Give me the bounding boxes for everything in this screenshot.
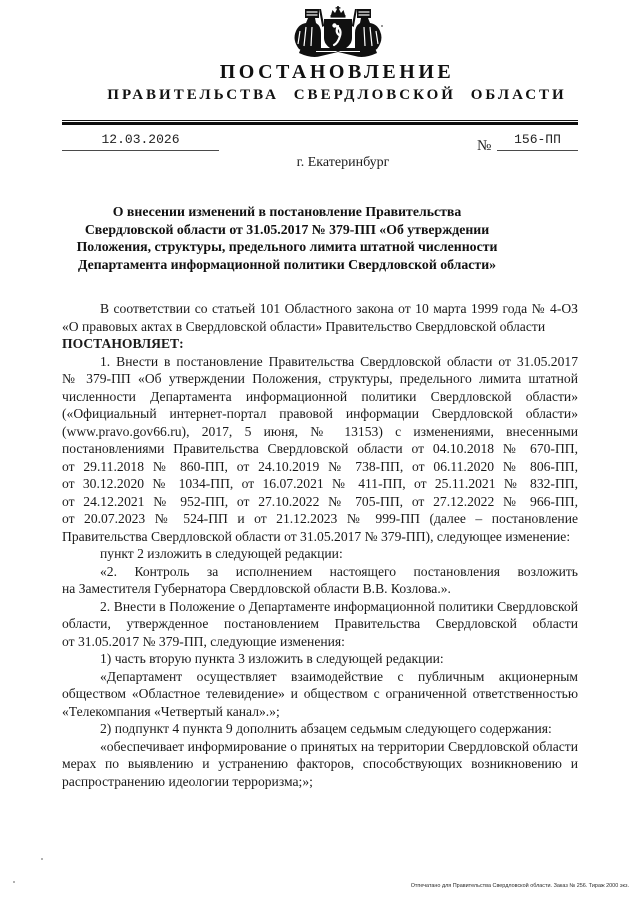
document-title-line: Свердловской области от 31.05.2017 № 379-ПП «Об утверждении [84,221,490,237]
document-number: 156-ПП [497,132,578,151]
body-paragraph: «2. Контроль за исполнением настоящего постановления возложить на Заместителя Губернатора Свердловской области В.В. Козлова.». [62,563,578,596]
body-paragraph: 1. Внести в постановление Правительства Свердловской области от 31.05.2017 № 379-ПП «Об утверждении Положения, структуры, предельного лимита штатной численности Департамента информационной политики Свердловской области» («Официальный интернет-портал правовой информации Свердловской области» (www.pravo.gov66.ru), 2017, 5 июня, № 13153) с изменениями, внесенными постановлениями Правительства Свердловской области от 04.10.2018 № 670-ПП, от 29.11.2018 № 860-ПП, от 24.10.2019 № 738-ПП, от 06.11.2020 № 806-ПП, от 30.12.2020 № 1034-ПП, от 16.07.2021 № 411-ПП, от 25.11.2021 № 832-ПП, от 24.12.2021 № 952-ПП, от 27.10.2022 № 705-ПП, от 27.12.2022 № 966-ПП, от 20.07.2023 № 524-ПП и от 21.12.2023 № 999-ПП (далее – постановление Правительства Свердловской области от 31.05.2017 № 379-ПП), следующее изменение: [62,353,578,544]
body-paragraph: «обеспечивает информирование о принятых на территории Свердловской области мерах по выявлению и устранению факторов, способствующих возникновению и распространению идеологии терроризма;»; [62,738,578,789]
issuing-authority-heading: ПРАВИТЕЛЬСТВА СВЕРДЛОВСКОЙ ОБЛАСТИ [107,87,567,103]
scan-speck [13,881,15,883]
header-divider-thick [62,122,578,125]
document-body [62,300,578,790]
document-type-heading: ПОСТАНОВЛЕНИЕ [219,61,455,83]
document-title-line: Положения, структуры, предельного лимита штатной численности [76,239,498,254]
number-sign-label: № [477,138,492,154]
body-paragraph: 2) подпункт 4 пункта 9 дополнить абзацем седьмым следующего содержания: [100,721,552,736]
scan-speck [381,25,383,27]
document-date: 12.03.2026 [62,132,219,151]
body-paragraph: пункт 2 изложить в следующей редакции: [100,546,343,561]
header-divider-thin [62,120,578,121]
paragraph-list [62,353,578,791]
print-run-note: Отпечатано для Правительства Свердловской области. Заказ № 256. Тираж 2000 экз. [410,882,629,889]
document-title [62,203,512,273]
scan-speck [41,858,43,860]
body-paragraph: «Департамент осуществляет взаимодействие с публичным акционерным обществом «Областное телевидение» и обществом с ограниченной ответственностью «Телекомпания «Четвертый канал».»; [62,668,578,719]
body-paragraph: 2. Внести в Положение о Департаменте информационной политики Свердловской области, утвержденное постановлением Правительства Свердловской области от 31.05.2017 № 379-ПП, следующие изменения: [62,598,578,649]
intro-paragraph: В соответствии со статьей 101 Областного закона от 10 марта 1999 года № 4-ОЗ «О правовых актах в Свердловской области» Правительство Свердловской области [62,301,578,334]
document-title-line: О внесении изменений в постановление Правительства [112,204,462,219]
sverdlovsk-coat-of-arms-icon [286,6,390,58]
resolves-heading: ПОСТАНОВЛЯЕТ: [62,336,184,351]
document-title-line: Департамента информационной политики Свердловской области» [77,256,497,272]
issuing-city: г. Екатеринбург [296,155,390,170]
body-paragraph: 1) часть вторую пункта 3 изложить в следующей редакции: [100,651,444,666]
